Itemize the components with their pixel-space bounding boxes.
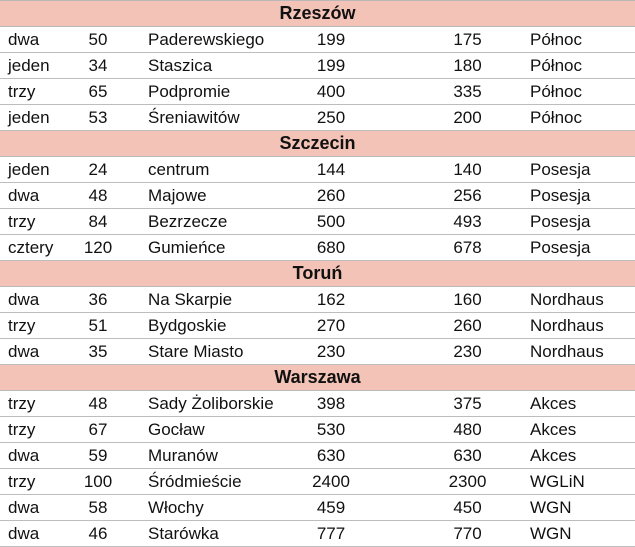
- rooms-cell: trzy: [8, 316, 36, 335]
- value-2-cell: 375: [453, 394, 482, 413]
- rooms-cell: trzy: [8, 394, 36, 413]
- value-1-cell: 777: [316, 524, 346, 543]
- area-cell: 36: [88, 290, 108, 309]
- area-cell: 51: [88, 316, 108, 335]
- value-1-cell: 162: [316, 290, 346, 309]
- area-cell: 100: [83, 472, 113, 491]
- rooms-cell: dwa: [8, 524, 40, 543]
- district-cell: Starówka: [148, 524, 219, 543]
- table-row: [0, 235, 635, 261]
- value-1-cell: 260: [316, 186, 346, 205]
- table-row: [0, 469, 635, 495]
- source-cell: Akces: [530, 420, 577, 439]
- rooms-cell: trzy: [8, 420, 36, 439]
- value-2-cell: 160: [453, 290, 482, 309]
- value-2-cell: 770: [453, 524, 482, 543]
- rooms-cell: dwa: [8, 186, 40, 205]
- table-row: [0, 339, 635, 365]
- source-cell: Akces: [530, 394, 577, 413]
- value-1-cell: 630: [316, 446, 346, 465]
- table-row: [0, 209, 635, 235]
- district-cell: Bydgoskie: [148, 316, 227, 335]
- value-2-cell: 200: [453, 108, 482, 127]
- source-cell: Posesja: [530, 186, 591, 205]
- district-cell: Śródmieście: [148, 472, 242, 491]
- value-1-cell: 270: [316, 316, 346, 335]
- value-1-cell: 530: [316, 420, 346, 439]
- source-cell: Północ: [530, 82, 582, 101]
- rooms-cell: trzy: [8, 82, 36, 101]
- value-1-cell: 144: [316, 160, 346, 179]
- value-2-cell: 175: [453, 30, 482, 49]
- source-cell: Północ: [530, 56, 582, 75]
- district-cell: Włochy: [148, 498, 204, 517]
- value-2-cell: 678: [453, 238, 482, 257]
- source-cell: Północ: [530, 108, 582, 127]
- table-row: [0, 157, 635, 183]
- value-1-cell: 230: [316, 342, 346, 361]
- source-cell: Posesja: [530, 160, 591, 179]
- area-cell: 46: [88, 524, 108, 543]
- area-cell: 58: [88, 498, 108, 517]
- table-row: [0, 313, 635, 339]
- value-1-cell: 199: [316, 30, 346, 49]
- source-cell: Akces: [530, 446, 577, 465]
- district-cell: Podpromie: [148, 82, 231, 101]
- value-2-cell: 260: [453, 316, 482, 335]
- value-2-cell: 230: [453, 342, 482, 361]
- value-2-cell: 140: [453, 160, 482, 179]
- district-cell: Gocław: [148, 420, 205, 439]
- district-cell: centrum: [148, 160, 210, 179]
- source-cell: Posesja: [530, 212, 591, 231]
- district-cell: Staszica: [148, 56, 213, 75]
- value-2-cell: 450: [453, 498, 482, 517]
- table-row: [0, 183, 635, 209]
- district-cell: Majowe: [148, 186, 207, 205]
- table-row: [0, 27, 635, 53]
- table-row: [0, 391, 635, 417]
- area-cell: 65: [88, 82, 108, 101]
- value-1-cell: 500: [316, 212, 346, 231]
- table-row: [0, 417, 635, 443]
- table-row: [0, 287, 635, 313]
- city-header: Szczecin: [0, 131, 635, 157]
- source-cell: Posesja: [530, 238, 591, 257]
- value-2-cell: 630: [453, 446, 482, 465]
- district-cell: Na Skarpie: [148, 290, 233, 309]
- rooms-cell: jeden: [8, 108, 50, 127]
- city-header: Warszawa: [0, 365, 635, 391]
- area-cell: 34: [88, 56, 108, 75]
- district-cell: Paderewskiego: [148, 30, 265, 49]
- value-1-cell: 400: [316, 82, 346, 101]
- area-cell: 120: [83, 238, 113, 257]
- rooms-cell: jeden: [8, 160, 50, 179]
- source-cell: WGN: [530, 524, 572, 543]
- district-cell: Sady Żoliborskie: [148, 394, 274, 413]
- table-row: [0, 79, 635, 105]
- value-1-cell: 199: [316, 56, 346, 75]
- source-cell: Północ: [530, 30, 582, 49]
- area-cell: 53: [88, 108, 108, 127]
- rooms-cell: dwa: [8, 30, 40, 49]
- source-cell: WGLiN: [530, 472, 585, 491]
- value-2-cell: 256: [453, 186, 482, 205]
- area-cell: 84: [88, 212, 108, 231]
- district-cell: Muranów: [148, 446, 218, 465]
- value-1-cell: 398: [316, 394, 346, 413]
- source-cell: Nordhaus: [530, 316, 604, 335]
- source-cell: Nordhaus: [530, 342, 604, 361]
- rooms-cell: trzy: [8, 212, 36, 231]
- value-1-cell: 459: [316, 498, 346, 517]
- district-cell: Stare Miasto: [148, 342, 244, 361]
- rooms-cell: dwa: [8, 446, 40, 465]
- table-row: [0, 495, 635, 521]
- table-row: [0, 53, 635, 79]
- area-cell: 50: [88, 30, 108, 49]
- area-cell: 24: [88, 160, 108, 179]
- value-1-cell: 680: [316, 238, 346, 257]
- value-2-cell: 335: [453, 82, 482, 101]
- source-cell: WGN: [530, 498, 572, 517]
- area-cell: 59: [88, 446, 108, 465]
- value-2-cell: 480: [453, 420, 482, 439]
- area-cell: 35: [88, 342, 108, 361]
- value-1-cell: 2400: [312, 472, 350, 491]
- source-cell: Nordhaus: [530, 290, 604, 309]
- table-row: [0, 105, 635, 131]
- rooms-cell: dwa: [8, 342, 40, 361]
- rooms-cell: jeden: [8, 56, 50, 75]
- area-cell: 48: [88, 394, 108, 413]
- area-cell: 67: [88, 420, 108, 439]
- rooms-cell: dwa: [8, 290, 40, 309]
- district-cell: Śreniawitów: [148, 108, 240, 127]
- rooms-cell: trzy: [8, 472, 36, 491]
- value-1-cell: 250: [316, 108, 346, 127]
- city-header: Rzeszów: [0, 1, 635, 27]
- area-cell: 48: [88, 186, 108, 205]
- district-cell: Gumieńce: [148, 238, 226, 257]
- table-row: [0, 443, 635, 469]
- value-2-cell: 180: [453, 56, 482, 75]
- city-header: Toruń: [0, 261, 635, 287]
- value-2-cell: 2300: [448, 472, 487, 491]
- rooms-cell: cztery: [8, 238, 54, 257]
- table-row: [0, 521, 635, 547]
- district-cell: Bezrzecze: [148, 212, 228, 231]
- rooms-cell: dwa: [8, 498, 40, 517]
- value-2-cell: 493: [453, 212, 482, 231]
